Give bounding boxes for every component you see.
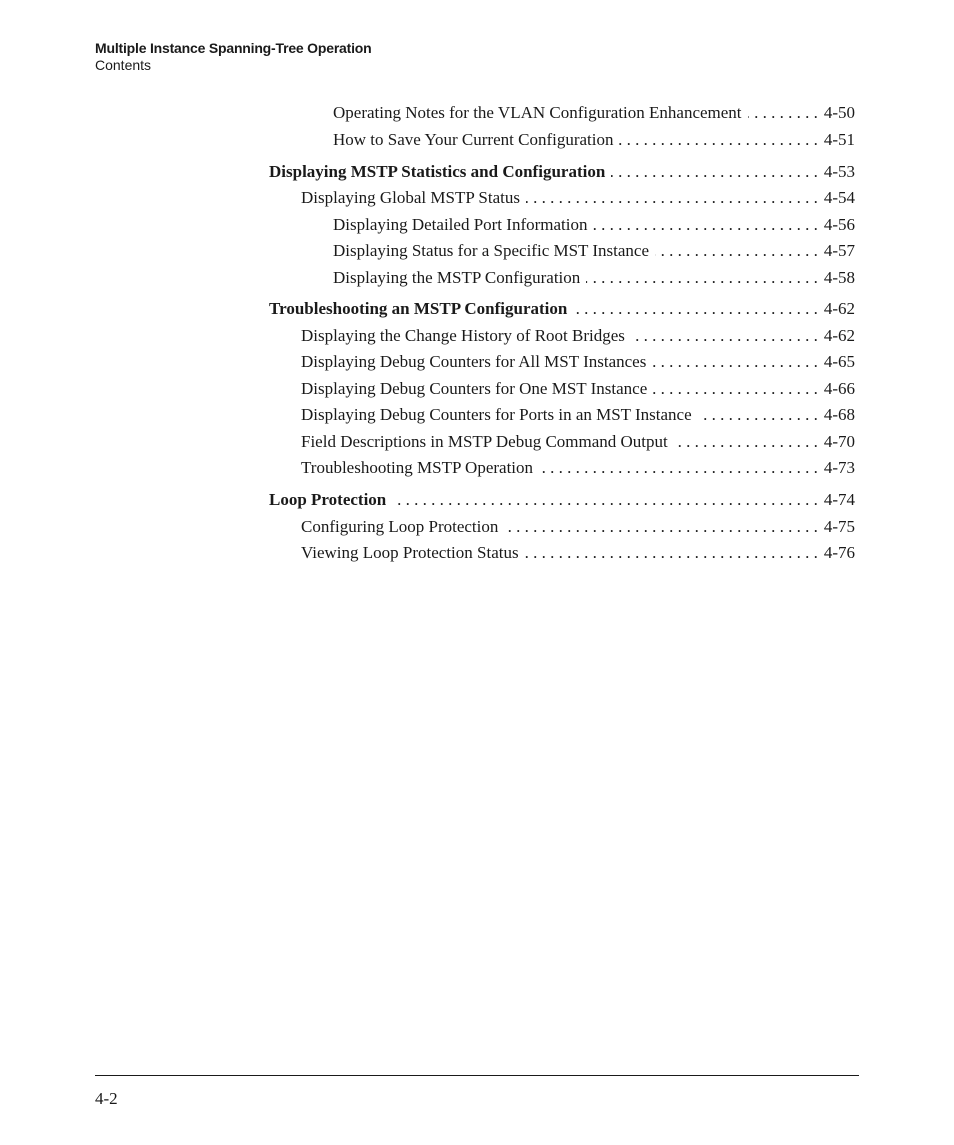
toc-entry[interactable] — [301, 404, 855, 426]
toc-entry-page: 4-74 — [823, 490, 855, 509]
toc-entry[interactable] — [301, 351, 855, 373]
toc-entry-label: Displaying Debug Counters for All MST Instances — [301, 352, 647, 371]
toc-entry-label: Displaying Global MSTP Status — [301, 188, 520, 207]
chapter-title: Multiple Instance Spanning-Tree Operation — [95, 40, 372, 56]
toc-entry[interactable] — [301, 431, 855, 453]
toc-entry-page: 4-62 — [823, 326, 855, 345]
toc-entry-label: Displaying Debug Counters for One MST Instance — [301, 379, 648, 398]
toc-entry-label: How to Save Your Current Configuration — [333, 130, 614, 149]
toc-entry-page: 4-68 — [823, 405, 855, 424]
dot-leader — [652, 351, 818, 373]
toc-entry-label: Displaying the MSTP Configuration — [333, 268, 581, 287]
toc-entry-page: 4-75 — [823, 517, 855, 536]
dot-leader — [655, 240, 818, 262]
toc-entry[interactable] — [269, 298, 855, 320]
toc-entry-page: 4-51 — [823, 130, 855, 149]
dot-leader — [573, 298, 817, 320]
toc-entry[interactable] — [333, 240, 855, 262]
toc-entry[interactable] — [333, 267, 855, 289]
toc-entry-page: 4-57 — [823, 241, 855, 260]
toc-entry-page: 4-53 — [823, 162, 855, 181]
page-number: 4-2 — [95, 1089, 118, 1108]
toc-entry-label: Viewing Loop Protection Status — [301, 543, 519, 562]
toc-entry-label: Configuring Loop Protection — [301, 517, 499, 536]
dot-leader — [526, 187, 818, 209]
toc-entry-page: 4-62 — [823, 299, 855, 318]
dot-leader — [525, 542, 818, 564]
toc-entry-page: 4-65 — [823, 352, 855, 371]
toc-entry-label: Displaying the Change History of Root Bridges — [301, 326, 625, 345]
toc-entry-label: Displaying MSTP Statistics and Configuration — [269, 162, 606, 181]
dot-leader — [392, 489, 818, 511]
toc-entry[interactable] — [333, 129, 855, 151]
dot-leader — [504, 516, 817, 538]
toc-entry-label: Field Descriptions in MSTP Debug Command Output — [301, 432, 668, 451]
footer-divider — [95, 1075, 859, 1076]
toc-entry-page: 4-54 — [823, 188, 855, 207]
toc-entry[interactable] — [269, 161, 855, 183]
dot-leader — [611, 161, 818, 183]
toc-entry-page: 4-66 — [823, 379, 855, 398]
dot-leader — [631, 325, 818, 347]
toc-entry-label: Troubleshooting MSTP Operation — [301, 458, 534, 477]
toc-entry-page: 4-58 — [823, 268, 855, 287]
dot-leader — [586, 267, 818, 289]
toc-entry[interactable] — [269, 489, 855, 511]
toc-entry-label: Loop Protection — [269, 490, 387, 509]
toc-entry-page: 4-70 — [823, 432, 855, 451]
toc-entry[interactable] — [333, 102, 855, 124]
dot-leader — [748, 102, 818, 124]
dot-leader — [619, 129, 817, 151]
toc-entry[interactable] — [333, 214, 855, 236]
toc-entry[interactable] — [301, 457, 855, 479]
toc-entry-page: 4-76 — [823, 543, 855, 562]
toc-entry[interactable] — [301, 516, 855, 538]
dot-leader — [698, 404, 818, 426]
toc-entry-label: Operating Notes for the VLAN Configuration Enhancement — [333, 103, 742, 122]
toc-entry[interactable] — [301, 325, 855, 347]
toc-entry-label: Displaying Debug Counters for Ports in an MST Instance — [301, 405, 692, 424]
section-subtitle: Contents — [95, 57, 152, 73]
running-head — [95, 40, 372, 74]
toc-entry-label: Displaying Status for a Specific MST Instance — [333, 241, 650, 260]
toc-entry[interactable] — [301, 542, 855, 564]
toc-entry-label: Displaying Detailed Port Information — [333, 215, 588, 234]
toc-entry[interactable] — [301, 187, 855, 209]
toc-entry-label: Troubleshooting an MSTP Configuration — [269, 299, 568, 318]
toc-entry-page: 4-73 — [823, 458, 855, 477]
toc-entry-page: 4-50 — [823, 103, 855, 122]
dot-leader — [593, 214, 817, 236]
dot-leader — [674, 431, 818, 453]
toc-entry[interactable] — [301, 378, 855, 400]
toc-entry-page: 4-56 — [823, 215, 855, 234]
dot-leader — [539, 457, 818, 479]
dot-leader — [653, 378, 818, 400]
